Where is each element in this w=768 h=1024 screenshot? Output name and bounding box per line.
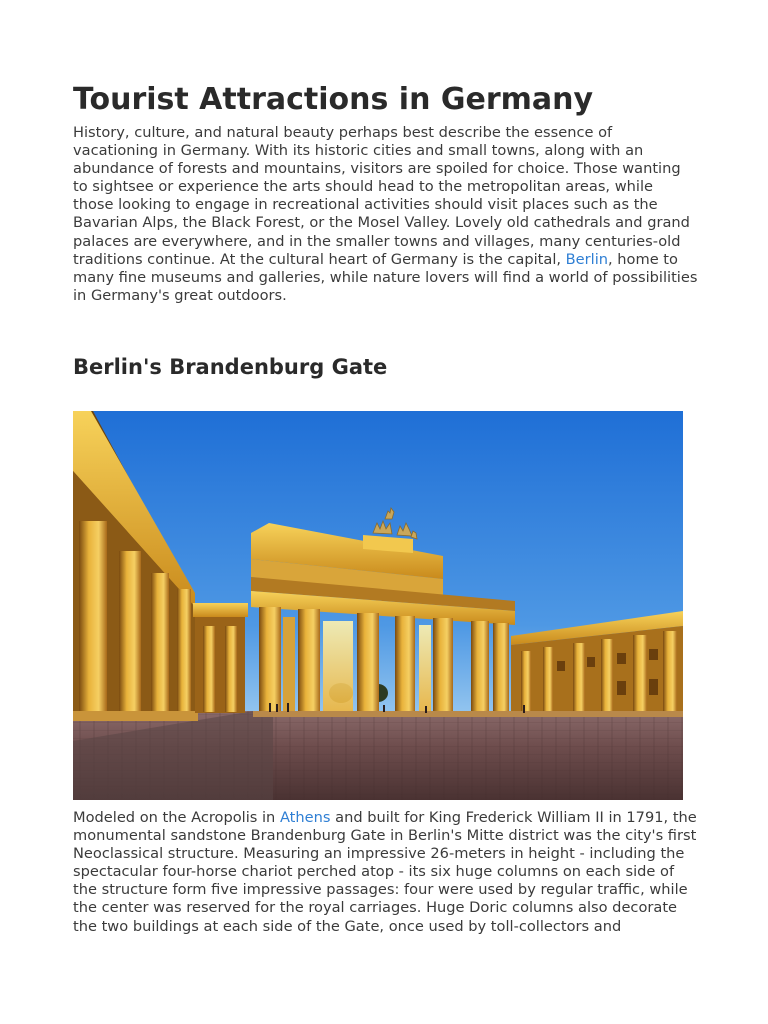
section-heading: Berlin's Brandenburg Gate <box>73 355 388 379</box>
berlin-link[interactable]: Berlin <box>565 250 609 268</box>
brandenburg-gate-photo <box>73 411 683 800</box>
brandenburg-gate-illustration <box>73 411 683 800</box>
athens-link[interactable]: Athens <box>279 809 331 826</box>
body-text-part-1: Modeled on the Acropolis in <box>73 809 280 826</box>
intro-paragraph <box>73 124 698 305</box>
section-body-paragraph <box>73 809 698 936</box>
intro-text-part-1: History, culture, and natural beauty perhaps best describe the essence of vacationing in Germany. With its historic cities and small towns, along with an abundance of forests and mountains, visitors are spoiled for choice. Those wanting to sightsee or experience the arts should head to the metropolitan areas, while those looking to engage in recreational activities should visit places such as the Bavarian Alps, the Black Forest, or the Mosel Valley. Lovely old cathedrals and grand palaces are everywhere, and in the smaller towns and villages, many centuries-old traditions continue. At the cultural heart of Germany is the capital, <box>73 124 690 268</box>
body-text-part-2: and built for King Frederick William II in 1791, the monumental sandstone Brandenburg Gate in Berlin's Mitte district was the city's first Neoclassical structure. Measuring an impressive 26-meters in height - including the spectacular four-horse chariot perched atop - its six huge columns on each side of the structure form five impressive passages: four were used by regular traffic, while the center was reserved for the royal carriages. Huge Doric columns also decorate the two buildings at each side of the Gate, once used by toll-collectors and <box>73 809 697 935</box>
page-title: Tourist Attractions in Germany <box>73 82 594 117</box>
intro-text-part-2: , home to many fine museums and galleries, while nature lovers will find a world of possibilities in Germany's great outdoors. <box>73 250 698 304</box>
